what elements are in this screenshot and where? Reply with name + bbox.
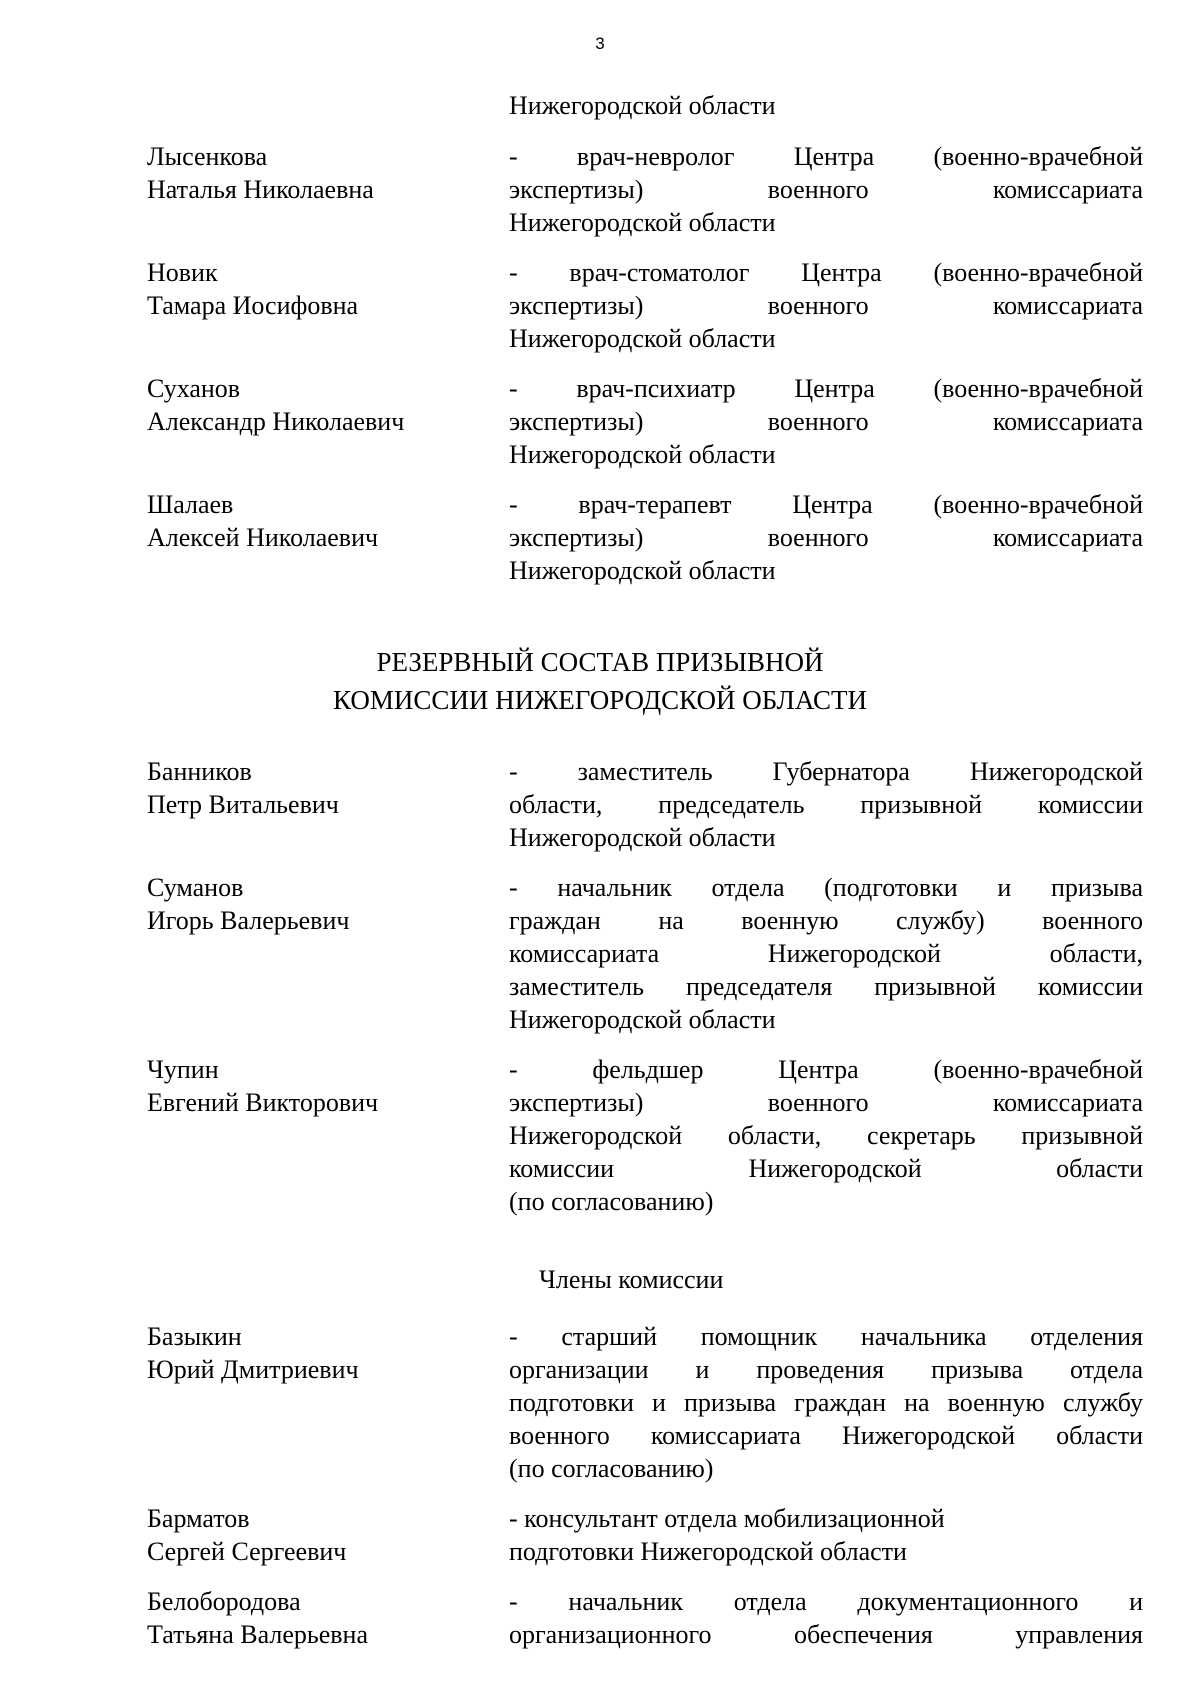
position-line: организационного обеспечения управления xyxy=(509,1620,1143,1649)
member-position xyxy=(509,1053,1143,1218)
continuation-line: Нижегородской области xyxy=(509,91,776,120)
member-surname: Чупин xyxy=(147,1055,219,1084)
members-subheading: Члены комиссии xyxy=(539,1265,724,1294)
position-line: - старший помощник начальника отделения xyxy=(509,1322,1143,1351)
heading-line: КОМИССИИ НИЖЕГОРОДСКОЙ ОБЛАСТИ xyxy=(332,685,868,715)
member-position xyxy=(509,871,1143,1036)
page-number: 3 xyxy=(595,34,605,53)
member-name xyxy=(147,1502,346,1568)
member-given-name: Алексей Николаевич xyxy=(147,523,379,552)
member-position xyxy=(509,1320,1143,1485)
position-line: - врач-невролог Центра (военно-врачебной xyxy=(509,142,1143,171)
position-line: - начальник отдела документационного и xyxy=(509,1587,1143,1616)
position-line: экспертизы) военного комиссариата xyxy=(509,1088,1143,1117)
position-line: - врач-терапевт Центра (военно-врачебной xyxy=(509,490,1143,519)
member-position xyxy=(509,1502,1143,1568)
member-given-name: Игорь Валерьевич xyxy=(147,906,350,935)
member-given-name: Татьяна Валерьевна xyxy=(147,1620,368,1649)
position-line: Нижегородской области xyxy=(509,823,776,852)
member-surname: Шалаев xyxy=(147,490,234,519)
member-position xyxy=(509,372,1143,471)
position-line: (по согласованию) xyxy=(509,1187,714,1216)
member-position xyxy=(509,755,1143,854)
position-line: подготовки Нижегородской области xyxy=(509,1537,907,1566)
position-line: подготовки и призыва граждан на военную службу xyxy=(509,1388,1143,1417)
position-line: - врач-стоматолог Центра (военно-врачебной xyxy=(509,258,1143,287)
member-name xyxy=(147,1320,359,1386)
member-position xyxy=(509,1585,1143,1651)
member-surname: Суманов xyxy=(147,873,244,902)
position-line: экспертизы) военного комиссариата xyxy=(509,291,1143,320)
position-line: экспертизы) военного комиссариата xyxy=(509,523,1143,552)
position-line: (по согласованию) xyxy=(509,1454,714,1483)
member-surname: Лысенкова xyxy=(147,142,268,171)
member-surname: Банников xyxy=(147,757,252,786)
member-surname: Суханов xyxy=(147,374,241,403)
position-line: Нижегородской области xyxy=(509,556,776,585)
position-line: граждан на военную службу) военного xyxy=(509,906,1143,935)
position-line: Нижегородской области xyxy=(509,208,776,237)
member-name xyxy=(147,256,358,322)
position-line: - начальник отдела (подготовки и призыва xyxy=(509,873,1143,902)
position-line: Нижегородской области xyxy=(509,1005,776,1034)
member-position xyxy=(509,488,1143,587)
position-line: Нижегородской области, секретарь призывной xyxy=(509,1121,1143,1150)
position-line: Нижегородской области xyxy=(509,440,776,469)
member-given-name: Петр Витальевич xyxy=(147,790,339,819)
member-given-name: Евгений Викторович xyxy=(147,1088,379,1117)
member-surname: Барматов xyxy=(147,1504,250,1533)
position-line: - фельдшер Центра (военно-врачебной xyxy=(509,1055,1143,1084)
member-name xyxy=(147,1053,378,1119)
member-name xyxy=(147,871,349,937)
position-line: - врач-психиатр Центра (военно-врачебной xyxy=(509,374,1143,403)
member-given-name: Тамара Иосифовна xyxy=(147,291,359,320)
reserve-section-heading xyxy=(0,643,1200,719)
position-line: области, председатель призывной комиссии xyxy=(509,790,1143,819)
position-line: заместитель председателя призывной комиссии xyxy=(509,972,1143,1001)
member-surname: Белобородова xyxy=(147,1587,301,1616)
member-name xyxy=(147,755,339,821)
member-given-name: Сергей Сергеевич xyxy=(147,1537,347,1566)
member-surname: Базыкин xyxy=(147,1322,242,1351)
member-position xyxy=(509,140,1143,239)
member-surname: Новик xyxy=(147,258,218,287)
position-line: экспертизы) военного комиссариата xyxy=(509,175,1143,204)
position-line: - консультант отдела мобилизационной xyxy=(509,1504,945,1533)
member-name xyxy=(147,372,404,438)
member-name xyxy=(147,1585,368,1651)
position-line: организации и проведения призыва отдела xyxy=(509,1355,1143,1384)
member-name xyxy=(147,488,378,554)
position-line: военного комиссариата Нижегородской области xyxy=(509,1421,1143,1450)
member-given-name: Александр Николаевич xyxy=(147,407,405,436)
position-line: Нижегородской области xyxy=(509,324,776,353)
position-line: комиссариата Нижегородской области, xyxy=(509,939,1143,968)
position-line: экспертизы) военного комиссариата xyxy=(509,407,1143,436)
position-line: - заместитель Губернатора Нижегородской xyxy=(509,757,1143,786)
heading-line: РЕЗЕРВНЫЙ СОСТАВ ПРИЗЫВНОЙ xyxy=(376,647,824,677)
member-name xyxy=(147,140,374,206)
member-given-name: Наталья Николаевна xyxy=(147,175,374,204)
position-line: комиссии Нижегородской области xyxy=(509,1154,1143,1183)
member-position xyxy=(509,256,1143,355)
member-given-name: Юрий Дмитриевич xyxy=(147,1355,359,1384)
